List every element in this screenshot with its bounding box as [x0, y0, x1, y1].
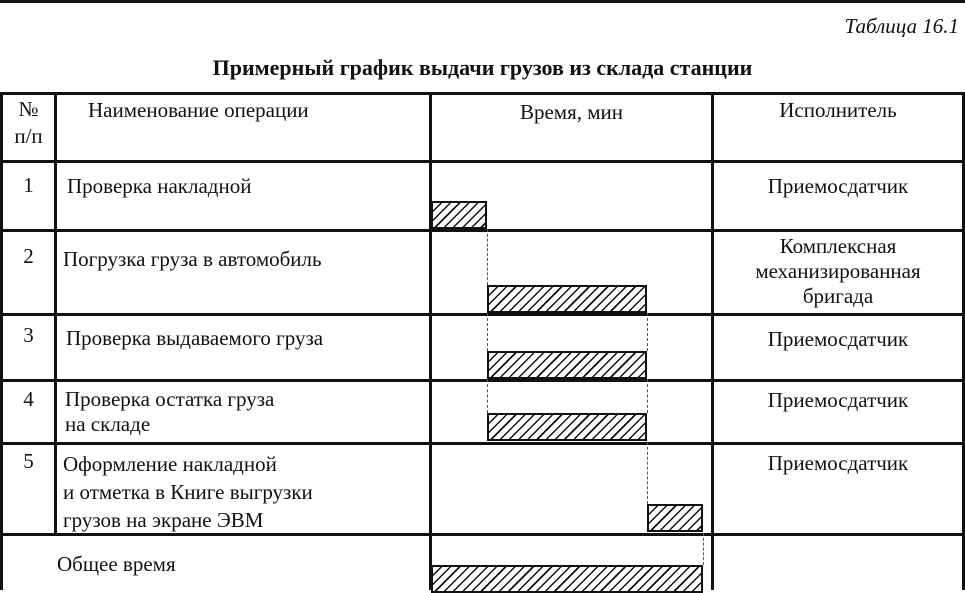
gantt-bar	[647, 504, 703, 532]
row-executor: Приемосдатчик	[767, 451, 909, 475]
table-rule	[0, 160, 965, 163]
table-rule	[0, 313, 965, 316]
header-executor: Исполнитель	[779, 98, 897, 122]
header-time: Время, мин	[519, 100, 624, 124]
table-title: Примерный график выдачи грузов из склада станции	[212, 55, 753, 80]
gantt-bar	[487, 413, 647, 441]
gantt-guide-line	[487, 313, 488, 351]
gantt-bar	[487, 351, 647, 379]
gantt-guide-line	[647, 442, 648, 504]
row-operation: Проверка выдаваемого груза	[66, 326, 324, 350]
row-operation: Погрузка груза в автомобиль	[63, 247, 322, 271]
gantt-guide-line	[647, 313, 648, 351]
row-executor: Приемосдатчик	[767, 327, 909, 351]
table-rule	[0, 442, 965, 445]
gantt-guide-line	[647, 379, 648, 413]
gantt-total-bar	[431, 565, 703, 593]
row-executor: Приемосдатчик	[767, 388, 909, 412]
row-operation: Проверка накладной	[67, 174, 252, 198]
header-operation: Наименование операции	[88, 98, 309, 122]
header-number: № п/п	[14, 97, 43, 148]
table-rule	[0, 379, 965, 382]
gantt-guide-line	[487, 379, 488, 413]
gantt-bar	[487, 285, 647, 313]
gantt-guide-line	[487, 229, 488, 285]
gantt-guide-line	[703, 533, 704, 565]
table-rule	[0, 229, 965, 232]
gantt-bar	[431, 201, 487, 229]
table-rule	[54, 92, 57, 533]
row-number: 5	[23, 449, 34, 473]
row-operation: Оформление накладной и отметка в Книге выгрузки грузов на экране ЭВМ	[63, 452, 313, 532]
table-rule	[0, 92, 965, 95]
row-number: 1	[23, 173, 34, 197]
row-executor: Комплексная механизированная бригада	[755, 234, 921, 308]
table-rule	[429, 92, 432, 590]
top-rule	[0, 0, 965, 3]
total-label: Общее время	[57, 552, 176, 576]
table-caption: Таблица 16.1	[844, 14, 959, 38]
row-operation: Проверка остатка груза на складе	[65, 387, 275, 436]
row-executor: Приемосдатчик	[767, 174, 909, 198]
row-number: 3	[23, 323, 34, 347]
row-number: 2	[23, 244, 34, 268]
row-number: 4	[23, 387, 34, 411]
